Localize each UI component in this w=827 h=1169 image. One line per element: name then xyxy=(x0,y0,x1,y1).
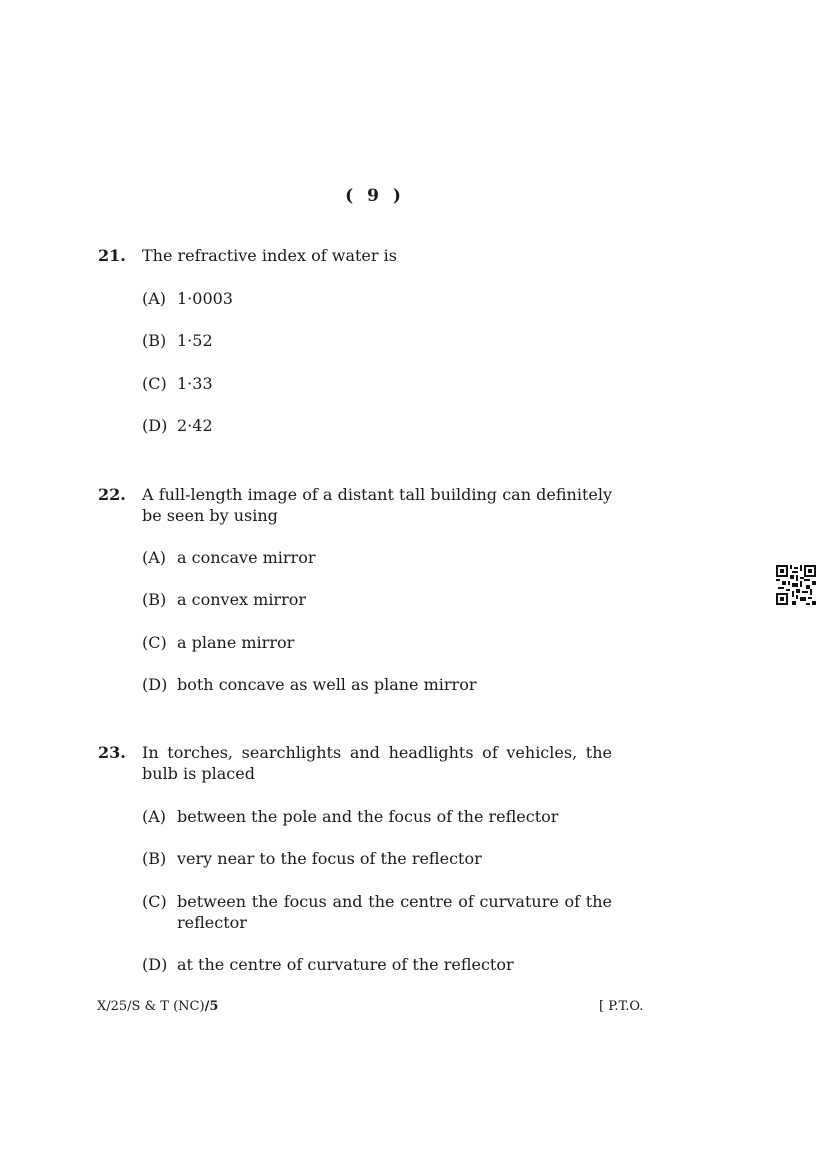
option-letter: (C) xyxy=(142,633,167,652)
paper-code xyxy=(97,999,218,1014)
question-22 xyxy=(98,484,612,694)
paper-code-prefix: X/25/S & T (NC) xyxy=(97,999,205,1014)
paper-code-suffix: /5 xyxy=(204,999,219,1014)
page-number: ( 9 ) xyxy=(345,186,405,206)
option-letter: (B) xyxy=(142,849,167,868)
option-c xyxy=(142,632,612,653)
option-text: a concave mirror xyxy=(177,548,316,567)
option-text: very near to the focus of the reflector xyxy=(177,849,482,868)
pto-label: [ P.T.O. xyxy=(599,999,644,1014)
option-a xyxy=(142,288,612,309)
question-text: The refractive index of water is xyxy=(142,246,397,265)
option-text: 1·0003 xyxy=(177,289,233,308)
option-text: 1·52 xyxy=(177,331,213,350)
option-letter: (D) xyxy=(142,675,168,694)
option-b xyxy=(142,848,612,869)
question-text: A full-length image of a distant tall building can definitely be seen by using xyxy=(142,485,612,525)
qr-code-icon xyxy=(776,565,816,605)
option-letter: (B) xyxy=(142,331,167,350)
option-d xyxy=(142,674,612,695)
option-letter: (B) xyxy=(142,590,167,609)
question-text: In torches, searchlights and headlights of vehicles, the bulb is placed xyxy=(142,743,612,783)
option-text: a convex mirror xyxy=(177,590,307,609)
option-letter: (C) xyxy=(142,892,167,911)
option-letter: (A) xyxy=(142,289,167,308)
option-text: 2·42 xyxy=(177,416,213,435)
option-text: a plane mirror xyxy=(177,633,295,652)
option-b xyxy=(142,589,612,610)
option-letter: (C) xyxy=(142,374,167,393)
question-number: 23. xyxy=(98,743,126,762)
option-letter: (A) xyxy=(142,807,167,826)
option-c xyxy=(142,373,612,394)
option-text: between the focus and the centre of curvature of the reflector xyxy=(177,892,612,932)
question-21 xyxy=(98,245,612,435)
option-text: both concave as well as plane mirror xyxy=(177,675,477,694)
option-a xyxy=(142,547,612,568)
option-letter: (D) xyxy=(142,955,168,974)
option-a xyxy=(142,806,612,827)
question-number: 21. xyxy=(98,246,126,265)
option-b xyxy=(142,330,612,351)
option-text: at the centre of curvature of the reflector xyxy=(177,955,514,974)
option-text: between the pole and the focus of the reflector xyxy=(177,807,559,826)
option-letter: (D) xyxy=(142,416,168,435)
option-d xyxy=(142,415,612,436)
question-number: 22. xyxy=(98,485,126,504)
option-c xyxy=(142,891,612,933)
option-letter: (A) xyxy=(142,548,167,567)
option-d xyxy=(142,954,612,975)
question-23 xyxy=(98,742,612,974)
option-text: 1·33 xyxy=(177,374,213,393)
